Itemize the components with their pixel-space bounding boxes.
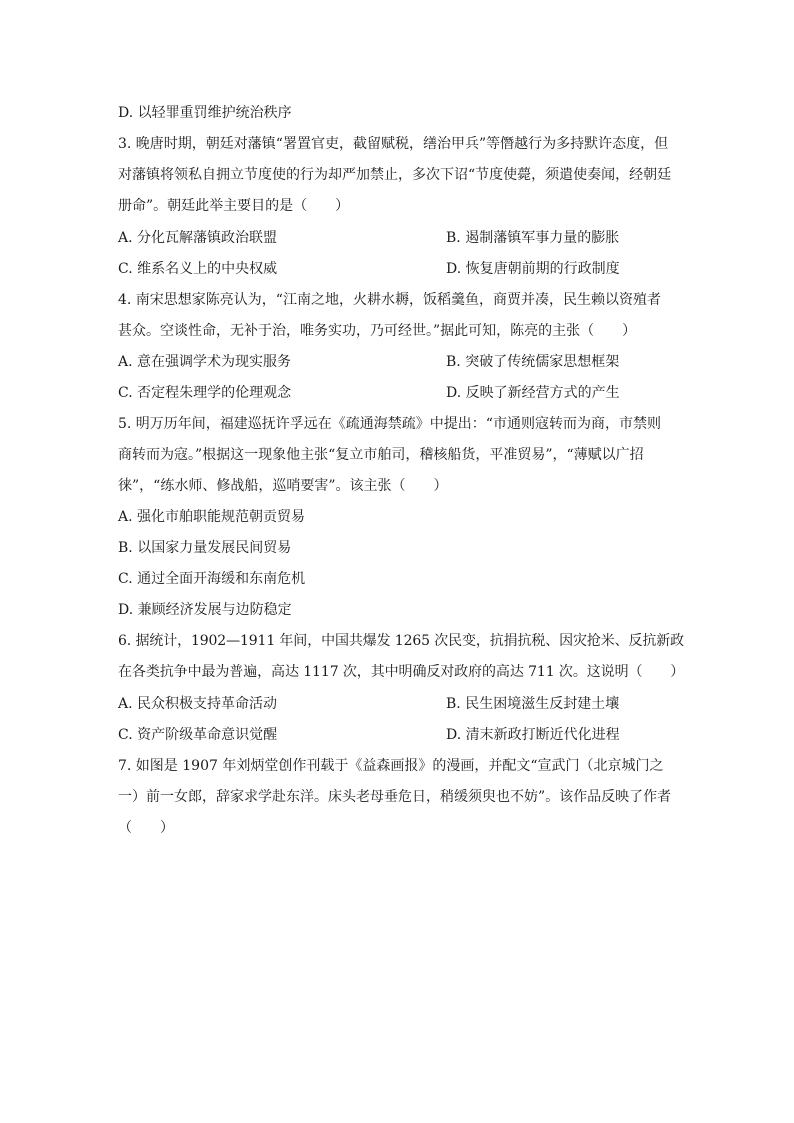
q3-stem-line-3: 册命”。朝廷此举主要目的是（ ） (118, 198, 350, 214)
q3-option-a: A. 分化瓦解藩镇政治联盟 (118, 230, 278, 246)
q6-stem-line-1: 6. 据统计，1902—1911 年间，中国共爆发 1265 次民变，抗捐抗税、因灾抢米、反抗新政 (118, 633, 685, 649)
q3-option-c: C. 维系名义上的中央权威 (118, 261, 278, 277)
q3-stem-line-1: 3. 晚唐时期，朝廷对藩镇“署置官吏，截留赋税，缮治甲兵”等僭越行为多持默许态度，但 (118, 136, 669, 152)
q6-option-b: B. 民生困境滋生反封建土壤 (446, 696, 620, 712)
q7-stem-line-2: 一）前一女郎，辞家求学赴东洋。床头老母垂危日，稍缓须臾也不妨”。该作品反映了作者 (118, 789, 672, 805)
q6-option-a: A. 民众积极支持革命活动 (118, 696, 278, 712)
q4-option-d: D. 反映了新经营方式的产生 (446, 385, 620, 401)
q5-option-d: D. 兼顾经济发展与边防稳定 (118, 602, 292, 618)
q3-option-d: D. 恢复唐朝前期的行政制度 (446, 261, 620, 277)
q5-option-b: B. 以国家力量发展民间贸易 (118, 540, 292, 556)
q7-stem-line-3: （ ） (118, 820, 174, 836)
q5-stem-line-2: 商转而为寇。”根据这一现象他主张“复立市舶司，稽核船货，平准贸易”，“薄赋以广招 (118, 447, 644, 463)
q4-option-c: C. 否定程朱理学的伦理观念 (118, 385, 292, 401)
q5-option-c: C. 通过全面开海缓和东南危机 (118, 571, 306, 587)
q3-option-b: B. 遏制藩镇军事力量的膨胀 (446, 230, 620, 246)
q5-stem-line-3: 徕”，“练水师、修战船，巡哨要害”。该主张（ ） (118, 478, 448, 494)
q4-option-a: A. 意在强调学术为现实服务 (118, 354, 292, 370)
q5-option-a: A. 强化市舶职能规范朝贡贸易 (118, 509, 306, 525)
q6-option-d: D. 清末新政打断近代化进程 (446, 727, 620, 743)
q5-stem-line-1: 5. 明万历年间，福建巡抚许孚远在《疏通海禁疏》中提出：“市通则寇转而为商，市禁则 (118, 416, 661, 432)
q7-stem-line-1: 7. 如图是 1907 年刘炳堂创作刊载于《益森画报》的漫画，并配文“宣武门（北京城门之 (118, 758, 664, 774)
q4-stem-line-2: 甚众。空谈性命，无补于治，唯务实功，乃可经世。”据此可知，陈亮的主张（ ） (118, 323, 637, 339)
q4-option-b: B. 突破了传统儒家思想框架 (446, 354, 620, 370)
q3-stem-line-2: 对藩镇将领私自拥立节度使的行为却严加禁止，多次下诏“节度使薨，须遣使奏闻，经朝廷 (118, 167, 672, 183)
q6-stem-line-2: 在各类抗争中最为普遍，高达 1117 次，其中明确反对政府的高达 711 次。这说明（ ） (118, 664, 685, 680)
q2-option-d: D. 以轻罪重罚维护统治秩序 (118, 105, 292, 121)
q4-stem-line-1: 4. 南宋思想家陈亮认为，“江南之地，火耕水耨，饭稻羹鱼，商贾并凑，民生赖以资殖者 (118, 292, 661, 308)
q6-option-c: C. 资产阶级革命意识觉醒 (118, 727, 278, 743)
